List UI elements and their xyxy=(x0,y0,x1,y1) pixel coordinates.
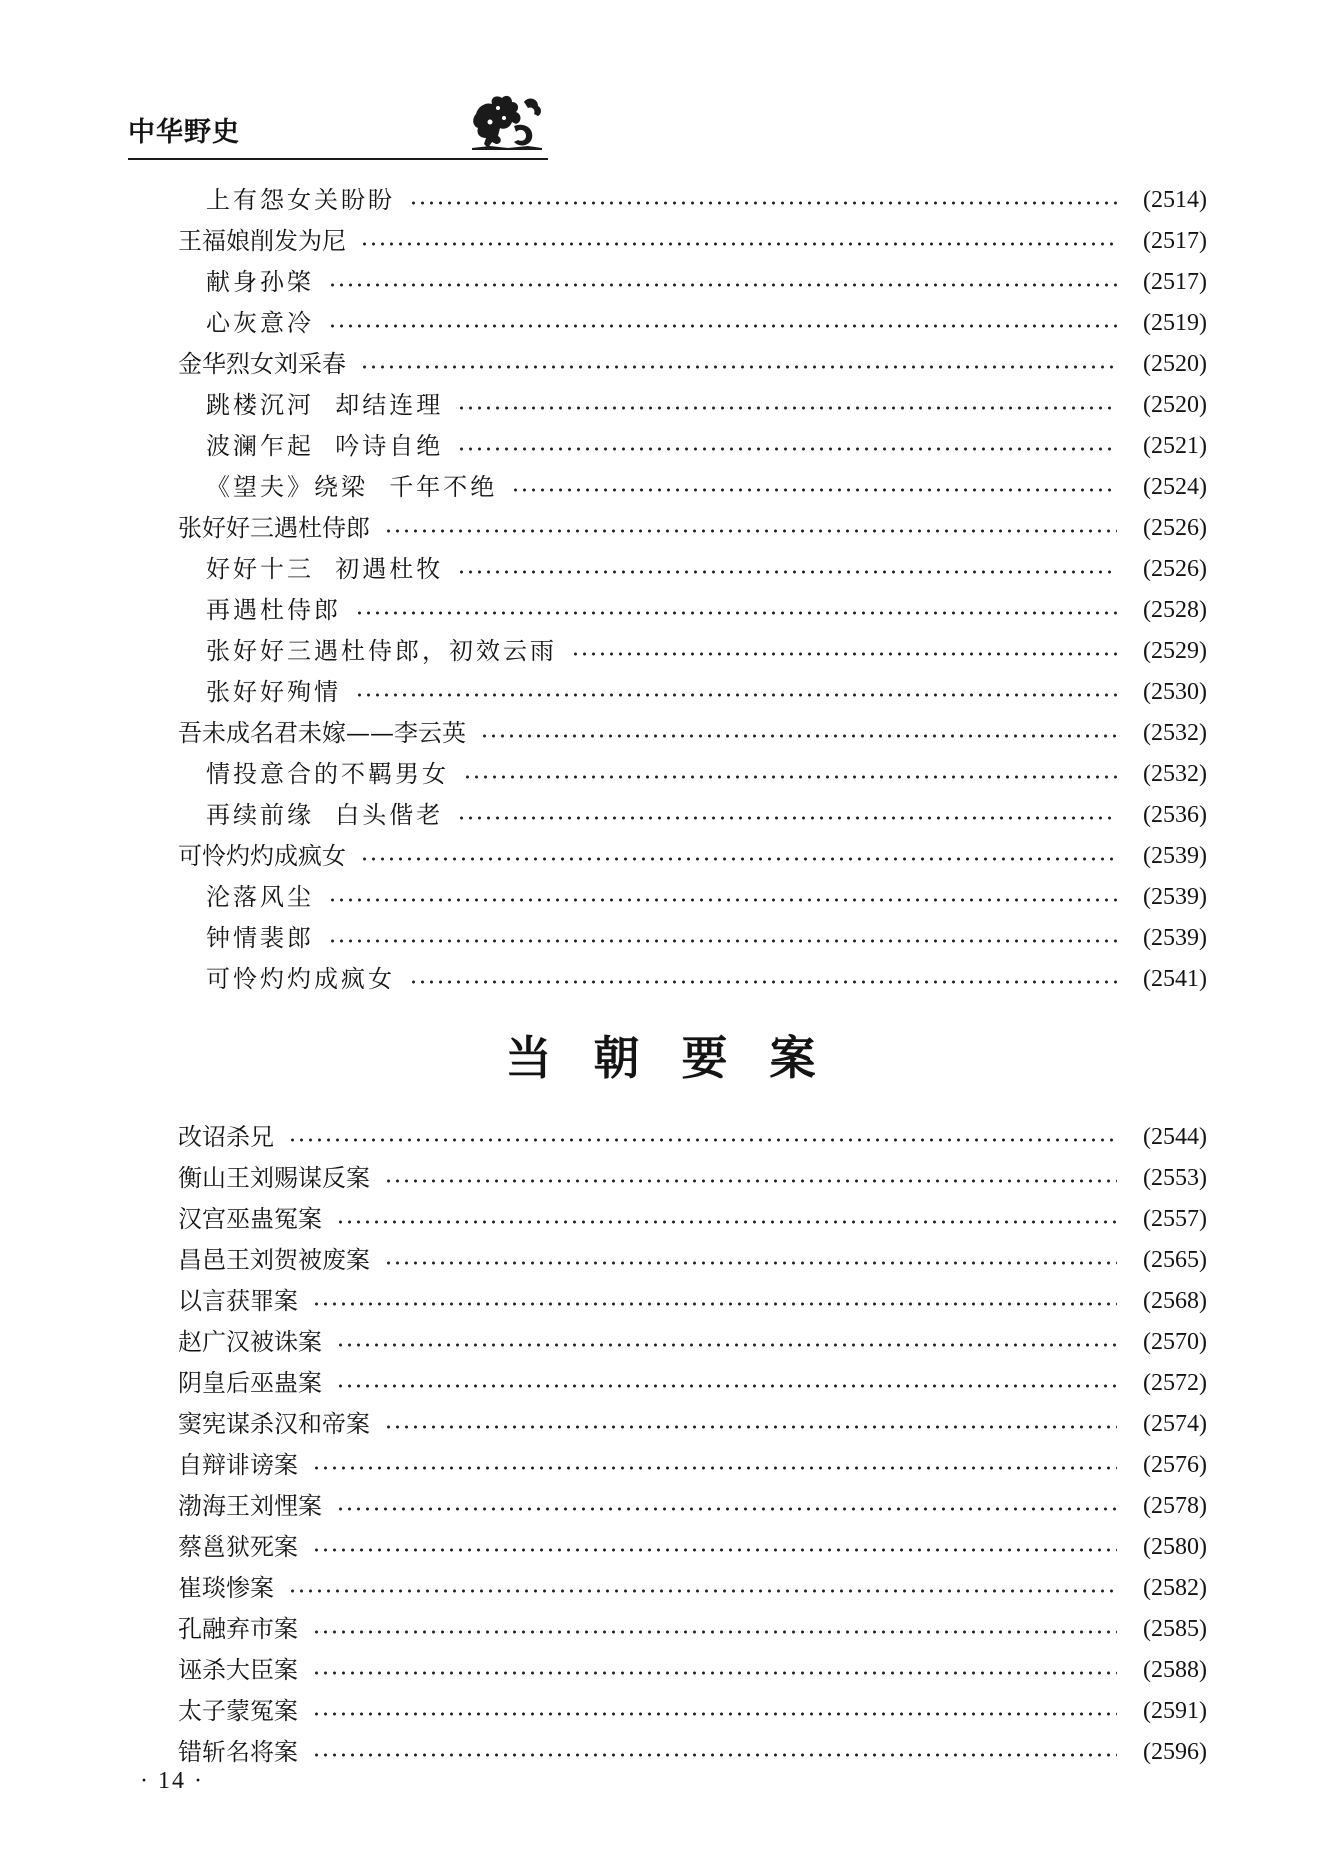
dot-leader xyxy=(384,1259,1117,1267)
dot-leader xyxy=(457,404,1117,412)
dot-leader xyxy=(409,978,1117,986)
dot-leader xyxy=(328,322,1117,330)
toc-entry-title: 波澜乍起 吟诗自绝 xyxy=(206,432,444,460)
toc-entry-title: 上有怨女关盼盼 xyxy=(206,186,395,214)
toc-entry-title: 太子蒙冤案 xyxy=(178,1697,298,1725)
toc-entry xyxy=(0,180,1207,220)
toc-entry-title: 渤海王刘悝案 xyxy=(178,1492,322,1520)
dot-leader xyxy=(328,896,1117,904)
toc-entry-title: 心灰意冷 xyxy=(206,309,314,337)
dot-leader xyxy=(328,937,1117,945)
toc-entry-page: (2521) xyxy=(1143,433,1207,459)
toc-entry-page: (2585) xyxy=(1143,1616,1207,1642)
toc-entry xyxy=(0,508,1207,548)
toc-entry-title: 阴皇后巫蛊案 xyxy=(178,1369,322,1397)
toc-entry-title: 自辩诽谤案 xyxy=(178,1451,298,1479)
toc-entry-page: (2591) xyxy=(1143,1698,1207,1724)
dot-leader xyxy=(288,1136,1117,1144)
toc-entry-page: (2580) xyxy=(1143,1534,1207,1560)
dot-leader xyxy=(312,1751,1117,1759)
dot-leader xyxy=(312,1300,1117,1308)
toc-entry xyxy=(0,631,1207,671)
toc-entry xyxy=(0,1117,1207,1157)
toc-entry-title: 跳楼沉河 却结连理 xyxy=(206,391,444,419)
toc-entry-page: (2526) xyxy=(1143,515,1207,541)
dot-leader xyxy=(511,486,1117,494)
toc-entry-page: (2557) xyxy=(1143,1206,1207,1232)
toc-entry xyxy=(0,426,1207,466)
book-title: 中华野史 xyxy=(128,117,240,148)
toc-entry-title: 张好好三遇杜侍郎 xyxy=(178,514,370,542)
toc-entry-title: 好好十三 初遇杜牧 xyxy=(206,555,444,583)
toc-entry xyxy=(0,1199,1207,1239)
toc-entry xyxy=(0,672,1207,712)
toc-entry xyxy=(0,344,1207,384)
toc-entry-page: (2520) xyxy=(1143,392,1207,418)
toc-entry-title: 情投意合的不羁男女 xyxy=(206,760,449,788)
toc-entry-title: 王福娘削发为尼 xyxy=(178,227,346,255)
dot-leader xyxy=(463,773,1117,781)
dot-leader xyxy=(457,445,1117,453)
toc-entry xyxy=(0,713,1207,753)
toc-entry xyxy=(0,1281,1207,1321)
toc-entry-page: (2578) xyxy=(1143,1493,1207,1519)
toc-entry-page: (2541) xyxy=(1143,966,1207,992)
toc-entry xyxy=(0,754,1207,794)
toc-entry-page: (2529) xyxy=(1143,638,1207,664)
toc-entry-title: 以言获罪案 xyxy=(178,1287,298,1315)
running-header xyxy=(128,92,548,164)
toc-entry-page: (2536) xyxy=(1143,802,1207,828)
toc-entry-title: 错斩名将案 xyxy=(178,1738,298,1766)
toc-entry-title: 金华烈女刘采春 xyxy=(178,350,346,378)
toc-entry xyxy=(0,590,1207,630)
toc-entry-page: (2539) xyxy=(1143,925,1207,951)
toc-entry-title: 可怜灼灼成疯女 xyxy=(206,965,395,993)
toc-entry xyxy=(0,303,1207,343)
toc-entry-page: (2572) xyxy=(1143,1370,1207,1396)
dot-leader xyxy=(312,1464,1117,1472)
toc-entry-title: 衡山王刘赐谋反案 xyxy=(178,1164,370,1192)
dragon-emblem-icon xyxy=(468,92,546,154)
toc-entry-title: 钟情裴郎 xyxy=(206,924,314,952)
dot-leader xyxy=(336,1218,1117,1226)
toc-entry-title: 汉宫巫蛊冤案 xyxy=(178,1205,322,1233)
page-number: · 14 · xyxy=(140,1768,204,1794)
toc-entry xyxy=(0,1527,1207,1567)
toc-entry xyxy=(0,1732,1207,1772)
toc-entry-title: 沦落风尘 xyxy=(206,883,314,911)
toc-entry xyxy=(0,1363,1207,1403)
dot-leader xyxy=(409,199,1117,207)
toc-entry-title: 赵广汉被诛案 xyxy=(178,1328,322,1356)
dot-leader xyxy=(571,650,1117,658)
toc-entry-title: 张好好殉情 xyxy=(206,678,341,706)
dot-leader xyxy=(360,363,1117,371)
toc-entry-page: (2565) xyxy=(1143,1247,1207,1273)
toc-entry xyxy=(0,1322,1207,1362)
toc-entry-page: (2514) xyxy=(1143,187,1207,213)
dot-leader xyxy=(384,527,1117,535)
dot-leader xyxy=(336,1505,1117,1513)
dot-leader xyxy=(312,1710,1117,1718)
toc-entry-page: (2528) xyxy=(1143,597,1207,623)
toc-entry xyxy=(0,1691,1207,1731)
toc-entry-page: (2568) xyxy=(1143,1288,1207,1314)
toc-entry xyxy=(0,795,1207,835)
toc-entry-title: 蔡邕狱死案 xyxy=(178,1533,298,1561)
toc-entry-title: 崔琰惨案 xyxy=(178,1574,274,1602)
toc-entry xyxy=(0,1609,1207,1649)
toc-entry-page: (2588) xyxy=(1143,1657,1207,1683)
toc-entry-page: (2539) xyxy=(1143,884,1207,910)
dot-leader xyxy=(328,281,1117,289)
header-rule xyxy=(128,158,548,160)
dot-leader xyxy=(288,1587,1117,1595)
toc-entry-title: 改诏杀兄 xyxy=(178,1123,274,1151)
toc-entry-page: (2544) xyxy=(1143,1124,1207,1150)
toc-entry-title: 诬杀大臣案 xyxy=(178,1656,298,1684)
toc-entry-page: (2524) xyxy=(1143,474,1207,500)
toc-entry xyxy=(0,1404,1207,1444)
toc-entry-page: (2517) xyxy=(1143,228,1207,254)
toc-entry-title: 窦宪谋杀汉和帝案 xyxy=(178,1410,370,1438)
dot-leader xyxy=(384,1423,1117,1431)
toc-entry-page: (2596) xyxy=(1143,1739,1207,1765)
dot-leader xyxy=(384,1177,1117,1185)
toc-entry xyxy=(0,385,1207,425)
toc-entry-page: (2570) xyxy=(1143,1329,1207,1355)
dot-leader xyxy=(312,1546,1117,1554)
toc-entry-title: 张好好三遇杜侍郎，初效云雨 xyxy=(206,637,557,665)
dot-leader xyxy=(360,855,1117,863)
dot-leader xyxy=(355,609,1117,617)
toc-entry-page: (2530) xyxy=(1143,679,1207,705)
toc-entry-title: 吾未成名君未嫁——李云英 xyxy=(178,719,466,747)
toc-entry xyxy=(0,549,1207,589)
toc-entry-title: 再续前缘 白头偕老 xyxy=(206,801,444,829)
dot-leader xyxy=(312,1628,1117,1636)
section-heading: 当朝要案 xyxy=(505,1031,858,1085)
toc-entry-title: 《望夫》绕梁 千年不绝 xyxy=(206,473,498,501)
dot-leader xyxy=(355,691,1117,699)
dot-leader xyxy=(360,240,1117,248)
toc-entry-title: 昌邑王刘贺被废案 xyxy=(178,1246,370,1274)
toc-entry-page: (2517) xyxy=(1143,269,1207,295)
toc-entry xyxy=(0,1445,1207,1485)
toc-entry-title: 献身孙棨 xyxy=(206,268,314,296)
dot-leader xyxy=(312,1669,1117,1677)
toc-entry xyxy=(0,1650,1207,1690)
toc-entry xyxy=(0,1568,1207,1608)
dot-leader xyxy=(457,814,1117,822)
toc-entry-title: 可怜灼灼成疯女 xyxy=(178,842,346,870)
dot-leader xyxy=(336,1382,1117,1390)
toc-entry-title: 孔融弃市案 xyxy=(178,1615,298,1643)
dot-leader xyxy=(457,568,1117,576)
toc-entry xyxy=(0,1240,1207,1280)
toc-entry-page: (2532) xyxy=(1143,761,1207,787)
toc-entry-page: (2582) xyxy=(1143,1575,1207,1601)
toc-entry-page: (2532) xyxy=(1143,720,1207,746)
dot-leader xyxy=(480,732,1117,740)
dot-leader xyxy=(336,1341,1117,1349)
toc-entry xyxy=(0,467,1207,507)
toc-entry-page: (2553) xyxy=(1143,1165,1207,1191)
toc-entry xyxy=(0,1486,1207,1526)
toc-entry xyxy=(0,221,1207,261)
toc-entry xyxy=(0,262,1207,302)
toc-entry xyxy=(0,959,1207,999)
toc-entry-page: (2519) xyxy=(1143,310,1207,336)
toc-entry xyxy=(0,1158,1207,1198)
toc-entry-page: (2576) xyxy=(1143,1452,1207,1478)
toc-entry-page: (2539) xyxy=(1143,843,1207,869)
toc-entry xyxy=(0,877,1207,917)
toc-entry-page: (2574) xyxy=(1143,1411,1207,1437)
toc-entry-page: (2520) xyxy=(1143,351,1207,377)
toc-entry-title: 再遇杜侍郎 xyxy=(206,596,341,624)
toc-entry-page: (2526) xyxy=(1143,556,1207,582)
toc-entry xyxy=(0,836,1207,876)
toc-entry xyxy=(0,918,1207,958)
